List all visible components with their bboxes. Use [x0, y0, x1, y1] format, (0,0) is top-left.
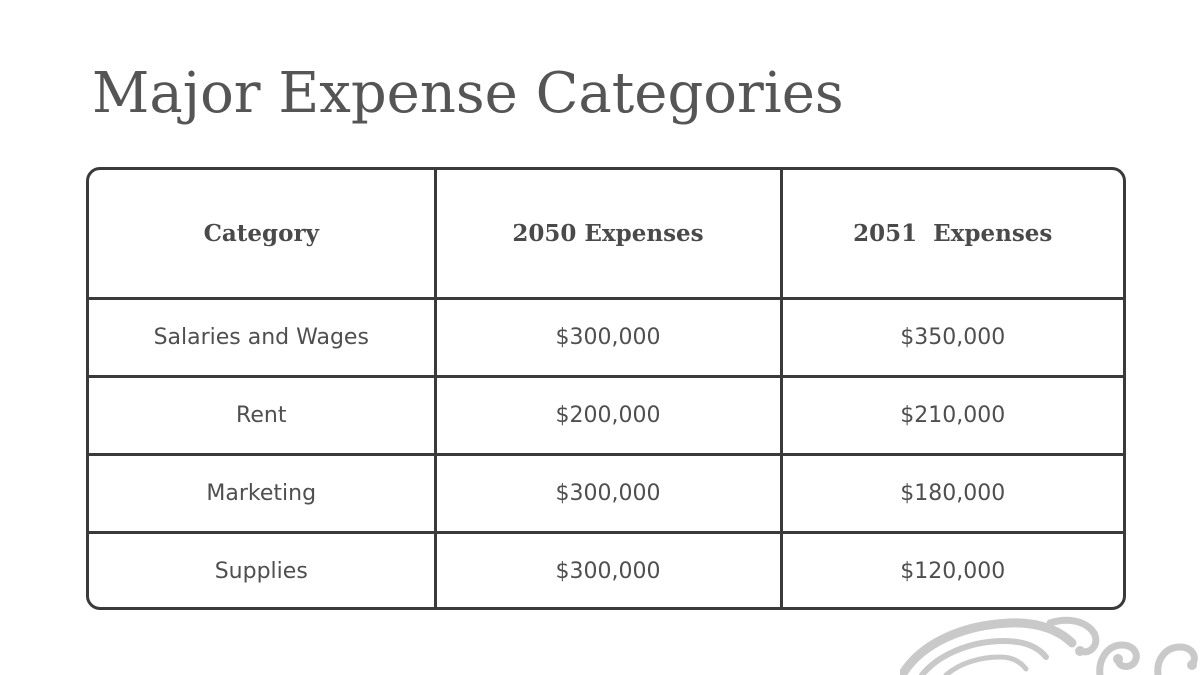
expense-2051-cell: $210,000	[781, 376, 1123, 454]
table-header-row	[89, 170, 1123, 298]
expense-table-container	[86, 167, 1126, 610]
expense-2050-cell: $300,000	[435, 298, 781, 376]
expense-2050-cell: $300,000	[435, 532, 781, 610]
expense-2050-cell: $300,000	[435, 454, 781, 532]
expense-2051-cell: $120,000	[781, 532, 1123, 610]
category-cell: Supplies	[89, 532, 435, 610]
category-cell: Salaries and Wages	[89, 298, 435, 376]
table-row	[89, 454, 1123, 532]
expense-2051-cell: $180,000	[781, 454, 1123, 532]
expense-2051-cell: $350,000	[781, 298, 1123, 376]
header-2051-expenses: 2051 Expenses	[781, 170, 1123, 298]
category-cell: Rent	[89, 376, 435, 454]
table-row	[89, 532, 1123, 610]
category-cell: Marketing	[89, 454, 435, 532]
slide-title: Major Expense Categories	[92, 61, 844, 126]
expense-table	[89, 170, 1123, 610]
table-row	[89, 298, 1123, 376]
table-row	[89, 376, 1123, 454]
header-category: Category	[89, 170, 435, 298]
expense-2050-cell: $200,000	[435, 376, 781, 454]
header-2050-expenses: 2050 Expenses	[435, 170, 781, 298]
flourish-swirl-icon	[900, 615, 1200, 675]
